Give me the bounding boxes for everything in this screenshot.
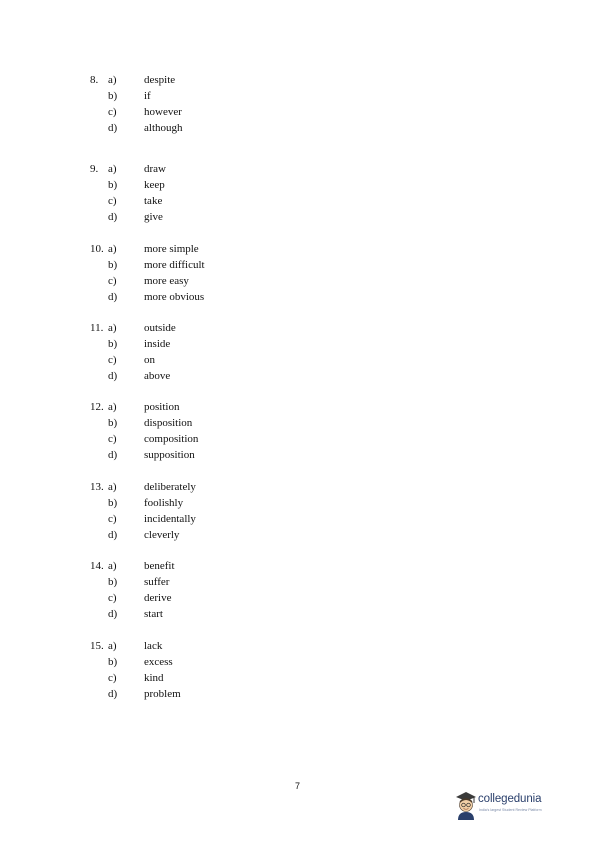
question-number: 14. bbox=[90, 560, 104, 572]
question-number: 13. bbox=[90, 481, 104, 493]
option-letter: a) bbox=[108, 243, 117, 255]
option-row bbox=[90, 336, 310, 352]
question-number bbox=[90, 686, 108, 702]
option-text: excess bbox=[144, 656, 173, 668]
question-number bbox=[90, 209, 108, 225]
option-row bbox=[90, 104, 310, 120]
option-text: more obvious bbox=[144, 291, 205, 303]
option-letter: d) bbox=[108, 122, 118, 134]
option-text: however bbox=[144, 106, 182, 118]
option-text: despite bbox=[144, 74, 176, 86]
question-number bbox=[90, 590, 108, 606]
option-row bbox=[90, 120, 310, 136]
option-row bbox=[90, 320, 310, 336]
question-number bbox=[90, 88, 108, 104]
option-row bbox=[90, 606, 310, 622]
option-row bbox=[90, 447, 310, 463]
option-letter: c) bbox=[108, 592, 117, 604]
option-letter: a) bbox=[108, 560, 117, 572]
option-letter: c) bbox=[108, 106, 117, 118]
option-text: if bbox=[144, 90, 151, 102]
question-number bbox=[90, 670, 108, 686]
option-row bbox=[90, 257, 310, 273]
question-number: 12. bbox=[90, 401, 104, 413]
option-text: inside bbox=[144, 338, 171, 350]
option-letter: a) bbox=[108, 640, 117, 652]
question-block bbox=[90, 161, 310, 225]
option-row bbox=[90, 479, 310, 495]
question-number bbox=[90, 368, 108, 384]
option-letter: a) bbox=[108, 401, 117, 413]
option-letter: d) bbox=[108, 449, 118, 461]
option-text: start bbox=[144, 608, 163, 620]
logo-wordmark: collegedunia bbox=[478, 793, 542, 805]
option-text: lack bbox=[144, 640, 163, 652]
option-text: although bbox=[144, 122, 183, 134]
question-number bbox=[90, 431, 108, 447]
option-row bbox=[90, 241, 310, 257]
option-letter: a) bbox=[108, 322, 117, 334]
option-row bbox=[90, 574, 310, 590]
question-number bbox=[90, 352, 108, 368]
question-number bbox=[90, 336, 108, 352]
option-row bbox=[90, 177, 310, 193]
option-letter: c) bbox=[108, 433, 117, 445]
question-block bbox=[90, 558, 310, 622]
option-row bbox=[90, 686, 310, 702]
option-row bbox=[90, 368, 310, 384]
question-number bbox=[90, 193, 108, 209]
question-number: 9. bbox=[90, 163, 99, 175]
question-block bbox=[90, 241, 310, 305]
option-row bbox=[90, 72, 310, 88]
option-row bbox=[90, 527, 310, 543]
option-text: more easy bbox=[144, 275, 189, 287]
option-row bbox=[90, 670, 310, 686]
logo-tagline: India's largest Student Review Platform bbox=[479, 808, 542, 812]
option-letter: b) bbox=[108, 497, 118, 509]
option-row bbox=[90, 193, 310, 209]
option-letter: b) bbox=[108, 656, 118, 668]
option-text: incidentally bbox=[144, 513, 196, 525]
option-row bbox=[90, 161, 310, 177]
option-letter: c) bbox=[108, 672, 117, 684]
option-text: more difficult bbox=[144, 259, 205, 271]
question-number bbox=[90, 447, 108, 463]
option-row bbox=[90, 638, 310, 654]
option-row bbox=[90, 415, 310, 431]
option-text: keep bbox=[144, 179, 165, 191]
option-text: on bbox=[144, 354, 155, 366]
option-text: give bbox=[144, 211, 163, 223]
question-number bbox=[90, 289, 108, 305]
option-letter: d) bbox=[108, 529, 118, 541]
option-row bbox=[90, 495, 310, 511]
collegedunia-logo bbox=[454, 788, 569, 822]
option-letter: d) bbox=[108, 370, 118, 382]
question-block bbox=[90, 399, 310, 463]
option-text: derive bbox=[144, 592, 172, 604]
question-number bbox=[90, 104, 108, 120]
option-text: kind bbox=[144, 672, 164, 684]
option-row bbox=[90, 399, 310, 415]
option-text: composition bbox=[144, 433, 199, 445]
question-number bbox=[90, 574, 108, 590]
option-text: deliberately bbox=[144, 481, 196, 493]
question-number bbox=[90, 527, 108, 543]
student-avatar-icon bbox=[454, 788, 478, 820]
option-text: position bbox=[144, 401, 180, 413]
option-row bbox=[90, 88, 310, 104]
option-letter: b) bbox=[108, 576, 118, 588]
option-row bbox=[90, 654, 310, 670]
question-number bbox=[90, 415, 108, 431]
option-row bbox=[90, 590, 310, 606]
question-block bbox=[90, 479, 310, 543]
question-number bbox=[90, 120, 108, 136]
question-block bbox=[90, 638, 310, 702]
option-text: draw bbox=[144, 163, 166, 175]
question-number bbox=[90, 495, 108, 511]
option-letter: c) bbox=[108, 195, 117, 207]
question-block bbox=[90, 72, 310, 136]
option-row bbox=[90, 209, 310, 225]
option-letter: b) bbox=[108, 338, 118, 350]
option-row bbox=[90, 289, 310, 305]
question-number: 8. bbox=[90, 74, 99, 86]
question-block bbox=[90, 320, 310, 384]
option-text: suffer bbox=[144, 576, 170, 588]
option-letter: d) bbox=[108, 291, 118, 303]
option-row bbox=[90, 431, 310, 447]
option-text: supposition bbox=[144, 449, 195, 461]
question-number bbox=[90, 606, 108, 622]
option-letter: b) bbox=[108, 90, 118, 102]
page-number: 7 bbox=[294, 781, 300, 791]
option-text: more simple bbox=[144, 243, 199, 255]
option-letter: c) bbox=[108, 354, 117, 366]
option-letter: a) bbox=[108, 74, 117, 86]
option-text: benefit bbox=[144, 560, 175, 572]
option-text: cleverly bbox=[144, 529, 180, 541]
question-number: 15. bbox=[90, 640, 104, 652]
question-number bbox=[90, 273, 108, 289]
option-letter: b) bbox=[108, 259, 118, 271]
question-number bbox=[90, 654, 108, 670]
option-letter: d) bbox=[108, 608, 118, 620]
option-letter: b) bbox=[108, 179, 118, 191]
option-letter: b) bbox=[108, 417, 118, 429]
option-letter: a) bbox=[108, 481, 117, 493]
option-letter: d) bbox=[108, 688, 118, 700]
question-number: 10. bbox=[90, 243, 104, 255]
question-number: 11. bbox=[90, 322, 104, 334]
option-letter: d) bbox=[108, 211, 118, 223]
option-letter: c) bbox=[108, 513, 117, 525]
option-row bbox=[90, 511, 310, 527]
option-row bbox=[90, 273, 310, 289]
option-text: foolishly bbox=[144, 497, 184, 509]
option-row bbox=[90, 352, 310, 368]
option-text: problem bbox=[144, 688, 181, 700]
option-letter: a) bbox=[108, 163, 117, 175]
option-text: take bbox=[144, 195, 163, 207]
option-text: outside bbox=[144, 322, 176, 334]
option-text: disposition bbox=[144, 417, 193, 429]
question-number bbox=[90, 177, 108, 193]
question-number bbox=[90, 257, 108, 273]
question-number bbox=[90, 511, 108, 527]
option-row bbox=[90, 558, 310, 574]
option-text: above bbox=[144, 370, 171, 382]
option-letter: c) bbox=[108, 275, 117, 287]
